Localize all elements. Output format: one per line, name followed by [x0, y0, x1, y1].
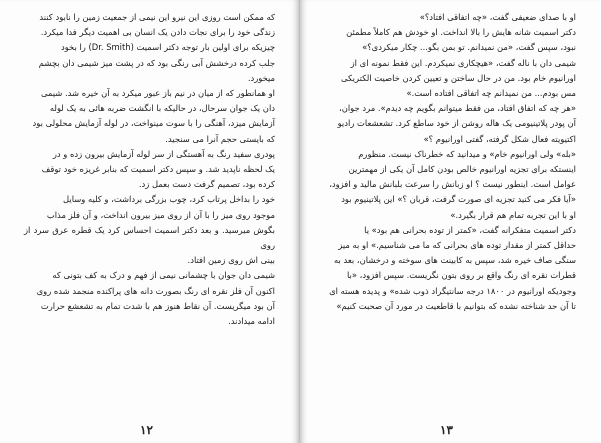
text-line: سنگی صاف خیره شد، سپس به کابینت های سوخته و درخشان، بعد به	[334, 255, 576, 266]
text-line: اینستکه برای تجزیه اورانیوم خالص بودن کامل آن یکی از مهمترین	[348, 164, 576, 175]
text-line: اکتیویته فعال شکل گرفته، گفتی اورانیوم ؟»	[423, 133, 576, 144]
text-line: شیمی دان با ناله گفت، «هیچکاری نمیکردم. این فقط نمونه ای از	[350, 57, 576, 68]
text-line: «هر چه که اتفاق افتاد، من فقط میتوانم بگویم چه دیدم». مرد جوان،	[339, 103, 576, 114]
text-line: کرده بود، تصمیم گرفت دست بعمل زد.	[138, 179, 275, 190]
text-line: او با صدای ضعیفی گفت، «چه اتفاقی افتاد؟»	[419, 12, 576, 22]
text-line: جلب کرده درخشش آبی رنگی بود که در پشت میز شیمی دان بچشم	[38, 57, 275, 68]
text-line: شیمی دان جوان با چشمانی نیمی از فهم و درک به کف بتونی که	[52, 270, 275, 281]
text-line: بینی اش روی زمین افتاد.	[187, 255, 275, 266]
right-page	[300, 0, 600, 443]
text-line: یک لحظه ناپدید شد. و سپس دکتر اسمیت که بنابر غریزه خود توقف	[41, 164, 275, 175]
text-line: اکنون آن فلز نقره ای رنگ بصورت دانه های پراکنده منجمد شده روی	[36, 285, 275, 296]
text-line: «آیا فکر می کنید تجزیه ای صورت گرفت، قربان ؟» این پلاتینیوم بود	[341, 194, 576, 205]
right-page-text	[324, 10, 576, 314]
text-line: او با این تجربه تمام هم قرار بگیرد.»	[450, 209, 576, 220]
text-line: پودری سفید رنگ به آهستگی از سر لوله آزمایش بیرون زده و در	[52, 148, 275, 159]
page-number: ۱۳	[440, 423, 453, 437]
text-line: که ممکن است روزی این نیرو این نیمی از جمعیت زمین را نابود کنند	[39, 12, 275, 22]
text-line: او همانطور که از میان در نیم باز عبور میکرد به آن خیره شد. شیمی	[40, 88, 275, 99]
text-line: بگوش میرسید. و بعد دکتر اسمیت احساس کرد یک قطره عرق سرد از روی	[24, 224, 275, 251]
text-line: نبود، سپس گفت، «من نمیدانم. تو بمن بگو... چکار میکردی؟»	[362, 42, 576, 53]
text-line: عوامل است. اینطور نیست ؟ او زبانش را سرعت بلبانش مالید و افزود،	[329, 179, 576, 190]
text-line: قطرات نقره ای رنگ واقع بر روی بتون نگریست. سپس افزود، «با	[346, 270, 576, 281]
text-line: تا آن حد شناخته نشده که بتوانیم با قاطعیت در مورد آن صحبت کنیم»	[336, 300, 576, 311]
text-line: که بایستی حجم آنرا می سنجید.	[165, 133, 275, 144]
left-page-text	[24, 10, 275, 329]
text-line: ادامه میدادند.	[228, 316, 275, 327]
page-number: ۱۲	[140, 423, 153, 437]
text-line: دکتر اسمیت متفکرانه گفت، «کمتر از توده بحرانی هم بود» یا	[364, 224, 576, 235]
text-line: موجود روی میز را با آن از روی میز بیرون انداخت، و آن فلز مذاب	[46, 209, 275, 220]
text-line: زندگی خود را برای نجات دادن یک انسان بی اهمیت دیگر فدا میکرد.	[40, 27, 275, 38]
text-line: خود را بداخل پرتاب کرد، چوب بزرگی برداشت، و کلیه وسایل	[63, 194, 275, 205]
text-line: مس بودم... من نمیدانم چه اتفاقی افتاده است.»	[406, 88, 576, 99]
text-line: آن بود میگریست. آن نقاط هنوز هم با شدت تمام به تشعشع حرارت	[40, 300, 275, 311]
left-page	[0, 0, 300, 443]
text-line: دان یک جوان سرحال، در حالیکه با انگشت ضربه هائی به یک لوله	[49, 103, 275, 114]
text-line: میخورد.	[247, 72, 275, 83]
text-line: «بله» ولی اورانیوم خام» و میدانید که خطرناک نیست. منظورم	[358, 148, 576, 159]
text-line: آن پودر پلاتینیومی یک هاله روشن از خود ساطع کرد. تشعشعات رادیو	[337, 118, 576, 129]
text-line: اورانیوم خام بود. من در حال ساختن و تعیین کردن خاصیت الکتریکی	[341, 72, 576, 83]
text-line: وجودیکه اورانیوم در ۱۸۰۰ درجه سانتیگراد ذوب شده» و پدیده هسته ای	[329, 285, 576, 296]
text-line: حداقل کمتر از مقدار توده های بحرانی که ما می شناسیم.» او به میز	[338, 240, 576, 251]
text-line: آزمایش میزد، آهنگی را با سوت مینواخت، در لوله آزمایش محلولی بود	[32, 118, 275, 129]
text-line: دکتر اسمیت شانه هایش را بالا انداخت. او خودش هم کاملاً مطمئن	[346, 27, 576, 38]
text-line: چیزیکه برای اولین بار توجه دکتر اسمیت (Dr. Smith) را بخود	[61, 42, 275, 53]
